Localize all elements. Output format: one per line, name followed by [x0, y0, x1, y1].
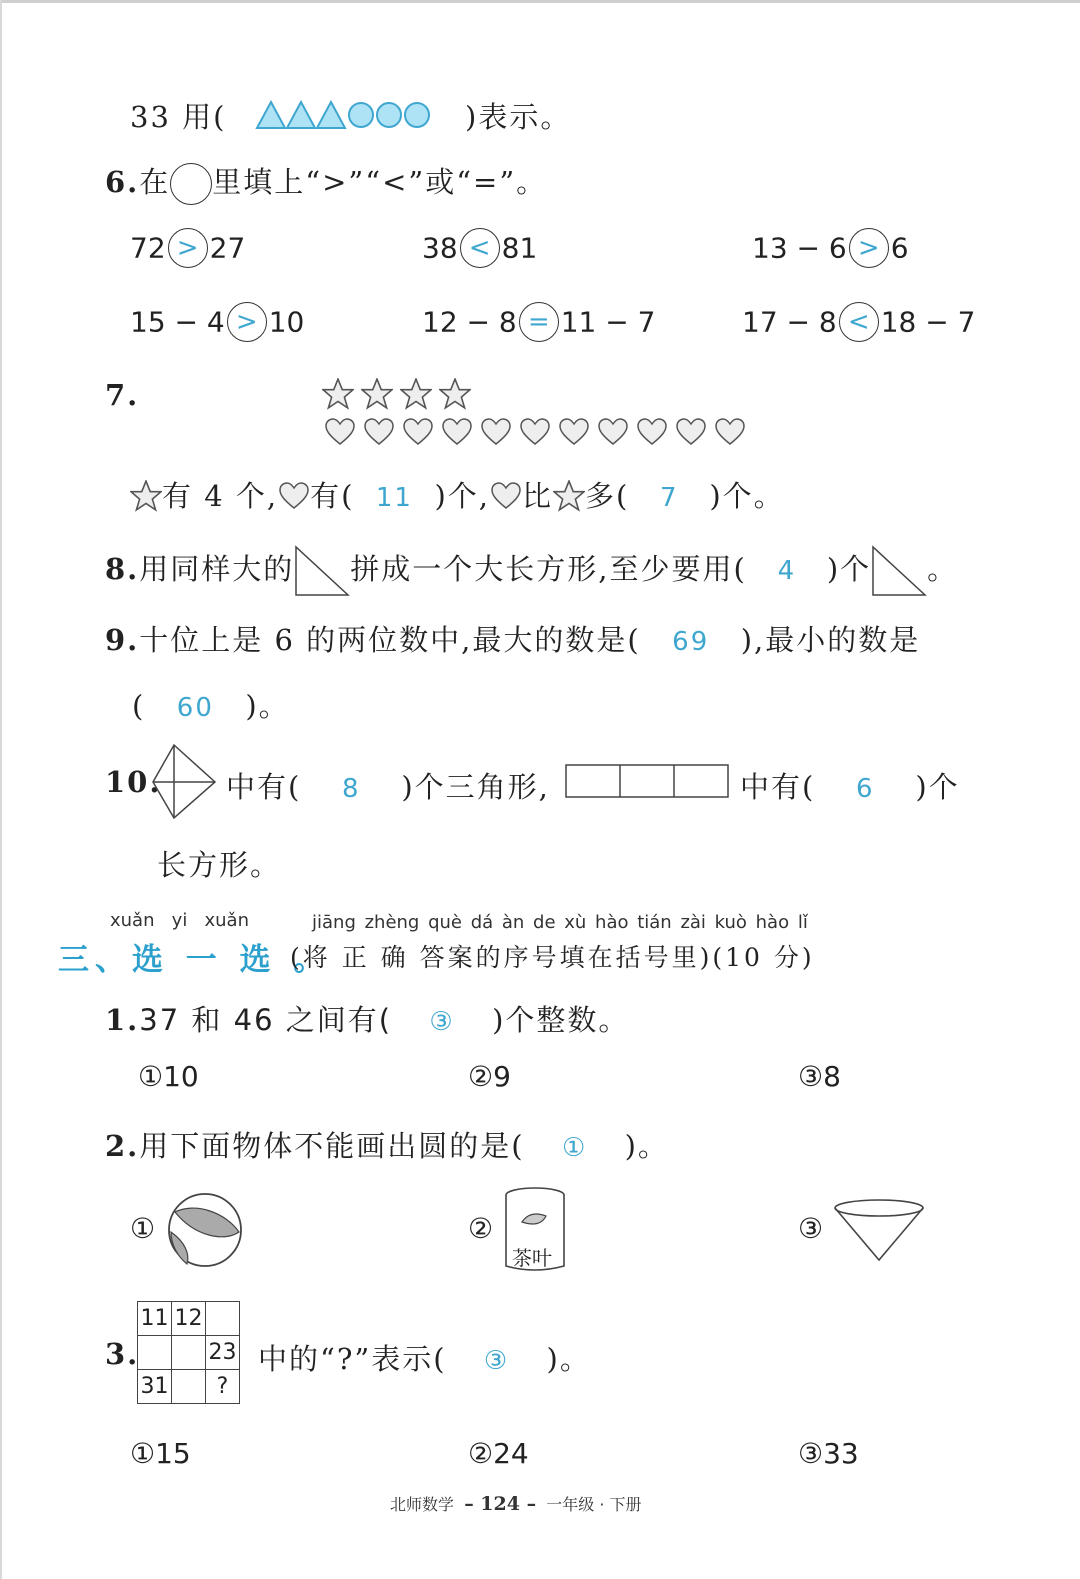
heart-icon [482, 419, 510, 444]
compare-item [130, 302, 304, 342]
q8-t2: 拼成一个大长方形,至少要用( [350, 552, 747, 586]
s3q3-option[interactable]: ①15 [130, 1437, 191, 1470]
grid-cell [172, 1370, 206, 1404]
q9-number: 9. [105, 623, 140, 657]
rectangle-strip-figure [565, 764, 729, 798]
compare-right: 11 − 7 [560, 305, 656, 339]
heart-icon [599, 419, 627, 444]
section3-title-pinyin [110, 910, 249, 931]
heart-icon [326, 419, 354, 444]
heart-icon [638, 419, 666, 444]
pinyin: xuǎn [204, 910, 249, 931]
triangle-shape [287, 102, 315, 128]
compare-answer[interactable]: = [519, 302, 559, 342]
s3q2-text [105, 1124, 669, 1165]
grid-cell: 31 [138, 1370, 172, 1404]
q6-pre: 在 [139, 165, 171, 199]
s3q1-option[interactable]: ③8 [798, 1060, 841, 1093]
s3q3-text [258, 1337, 591, 1378]
kite-figure [150, 742, 218, 820]
compare-left: 13 − 6 [752, 231, 847, 265]
line-33 [130, 95, 226, 136]
compare-item [130, 228, 245, 268]
star-icon [130, 480, 162, 512]
star-icon [440, 379, 470, 408]
grid-cell: 23 [206, 1336, 240, 1370]
section3-title: 三、选 一 选 。 [58, 942, 331, 978]
s3q2-answer[interactable]: ① [561, 1133, 588, 1163]
q6-number: 6. [105, 165, 140, 199]
q10-t1: 中有( [226, 770, 302, 804]
compare-right: 10 [268, 305, 305, 339]
section3-note-pinyin: jiāng zhèng què dá àn de xù hào tián zài kuò hào lǐ [312, 912, 808, 933]
ball-icon[interactable] [165, 1192, 245, 1268]
q7-number: 7. [105, 378, 140, 412]
heart-icon [443, 419, 471, 444]
q9-line1 [105, 618, 920, 659]
q9-answer-1[interactable]: 69 [672, 627, 710, 657]
q6-title [105, 160, 547, 205]
q7-t1: 有 4 个, [162, 479, 279, 513]
grid-cell [172, 1336, 206, 1370]
q6-post: 里填上“>”“<”或“=”。 [212, 165, 548, 199]
compare-item [422, 228, 537, 268]
page-number: – 124 – [464, 1493, 537, 1515]
section3-note-text: (将 正 确 答案的序号填在括号里) [290, 943, 713, 972]
circle-shape [377, 103, 401, 127]
heart-icon [716, 419, 744, 444]
footer-grade: 一年级 · 下册 [546, 1495, 642, 1514]
grid-cell: ? [206, 1370, 240, 1404]
footer-book: 北师数学 [390, 1495, 455, 1514]
s3q3-option[interactable]: ③33 [798, 1437, 859, 1470]
s3q2-label[interactable]: ① [130, 1212, 156, 1245]
compare-right: 6 [890, 231, 909, 265]
compare-answer[interactable]: < [839, 302, 879, 342]
q8-text [105, 545, 958, 597]
s3q2-number: 2. [105, 1129, 140, 1163]
q8-t1: 用同样大的 [139, 552, 295, 586]
pinyin: xuǎn [110, 910, 155, 931]
section3-points: (10 分) [712, 943, 815, 972]
section3-note [290, 938, 815, 974]
s3q1-t2: )个整数。 [492, 1003, 630, 1037]
line33-suffix: )表示。 [465, 100, 572, 134]
compare-answer[interactable]: < [460, 228, 500, 268]
compare-answer[interactable]: > [849, 228, 889, 268]
shape-representation [255, 98, 435, 132]
triangle-shape [257, 102, 285, 128]
compare-left: 72 [130, 231, 166, 265]
compare-item [752, 228, 909, 268]
s3q1-answer[interactable]: ③ [429, 1007, 455, 1037]
q7-t2: 有( [310, 479, 355, 513]
q7-t5: 多( [585, 479, 630, 513]
compare-answer[interactable]: > [168, 228, 208, 268]
empty-circle [170, 163, 212, 205]
number-grid [137, 1301, 240, 1404]
q7-t6: )个。 [709, 479, 785, 513]
line33-prefix: 33 用( [130, 100, 227, 134]
q7-answer-2[interactable]: 7 [660, 483, 679, 513]
compare-left: 38 [422, 231, 458, 265]
tea-can-label: 茶叶 [512, 1246, 552, 1270]
pinyin: yi [171, 910, 188, 931]
grid-cell [138, 1336, 172, 1370]
star-icon [362, 379, 392, 408]
q9-t4: )。 [245, 689, 290, 723]
s3q1-t1: 37 和 46 之间有( [139, 1003, 393, 1037]
grid-cell: 11 [138, 1302, 172, 1336]
q7-t3: )个, [434, 479, 490, 513]
q9-t3: ( [132, 689, 146, 723]
circle-shape [405, 103, 429, 127]
right-triangle-icon [871, 545, 927, 597]
q9-t1: 十位上是 6 的两位数中,最大的数是( [139, 623, 641, 657]
q10-t4: )个 [915, 770, 960, 804]
heart-icon [365, 419, 393, 444]
right-triangle-icon [294, 545, 350, 597]
triangle-shape [317, 102, 345, 128]
q10-text [226, 765, 550, 806]
s3q3-t2: )。 [546, 1342, 591, 1376]
footer [390, 1492, 642, 1515]
stars-hearts-figure [320, 376, 750, 448]
circle-shape [349, 103, 373, 127]
grid-cell [206, 1302, 240, 1336]
q10-t3: 中有( [740, 770, 816, 804]
heart-icon [278, 482, 310, 510]
q10-t5: 长方形。 [157, 848, 282, 882]
star-icon [401, 379, 431, 408]
heart-icon [560, 419, 588, 444]
compare-right: 27 [209, 231, 246, 265]
s3q1-text [105, 998, 629, 1039]
s3q1-number: 1. [105, 1003, 140, 1037]
top-border [0, 0, 1080, 3]
q10-number: 10. [105, 765, 162, 799]
q7-answer-1[interactable]: 11 [375, 483, 413, 513]
s3q3-option[interactable]: ②24 [468, 1437, 529, 1470]
compare-left: 17 − 8 [742, 305, 837, 339]
q9-answer-2[interactable]: 60 [176, 693, 214, 723]
s3q3-t1: 中的“?”表示( [258, 1342, 447, 1376]
q10-t2: )个三角形, [401, 770, 550, 804]
s3q3-answer[interactable]: ③ [483, 1346, 510, 1376]
heart-icon [490, 482, 522, 510]
s3q1-option[interactable]: ②9 [468, 1060, 511, 1093]
star-icon [323, 379, 353, 408]
compare-item [422, 302, 655, 342]
q10-answer-1[interactable]: 8 [342, 774, 361, 804]
grid-cell: 12 [172, 1302, 206, 1336]
heart-icon [404, 419, 432, 444]
star-icon [553, 480, 585, 512]
q10-text-2 [740, 765, 960, 806]
s3q1-option[interactable]: ①10 [138, 1060, 199, 1093]
s3q3-number: 3. [105, 1337, 140, 1371]
heart-icon [677, 419, 705, 444]
q8-t3: )个 [826, 552, 872, 586]
q9-line2 [132, 684, 290, 725]
s3q2-label[interactable]: ③ [798, 1212, 824, 1245]
heart-icon [521, 419, 549, 444]
q8-t4: 。 [927, 552, 959, 586]
compare-right: 81 [501, 231, 538, 265]
compare-answer[interactable]: > [227, 302, 267, 342]
compare-item [742, 302, 975, 342]
q10-answer-2[interactable]: 6 [856, 774, 875, 804]
compare-left: 12 − 8 [422, 305, 517, 339]
left-border [0, 0, 2, 1579]
q9-t2: ),最小的数是 [740, 623, 921, 657]
q8-answer[interactable]: 4 [777, 556, 797, 586]
cone-icon[interactable] [832, 1198, 926, 1264]
s3q2-label[interactable]: ② [468, 1212, 494, 1245]
q7-t4: 比 [521, 479, 553, 513]
q7-text [130, 474, 785, 515]
q8-number: 8. [105, 552, 140, 586]
s3q2-t1: 用下面物体不能画出圆的是( [139, 1129, 525, 1163]
compare-left: 15 − 4 [130, 305, 225, 339]
compare-right: 18 − 7 [880, 305, 976, 339]
s3q2-t2: )。 [624, 1129, 669, 1163]
